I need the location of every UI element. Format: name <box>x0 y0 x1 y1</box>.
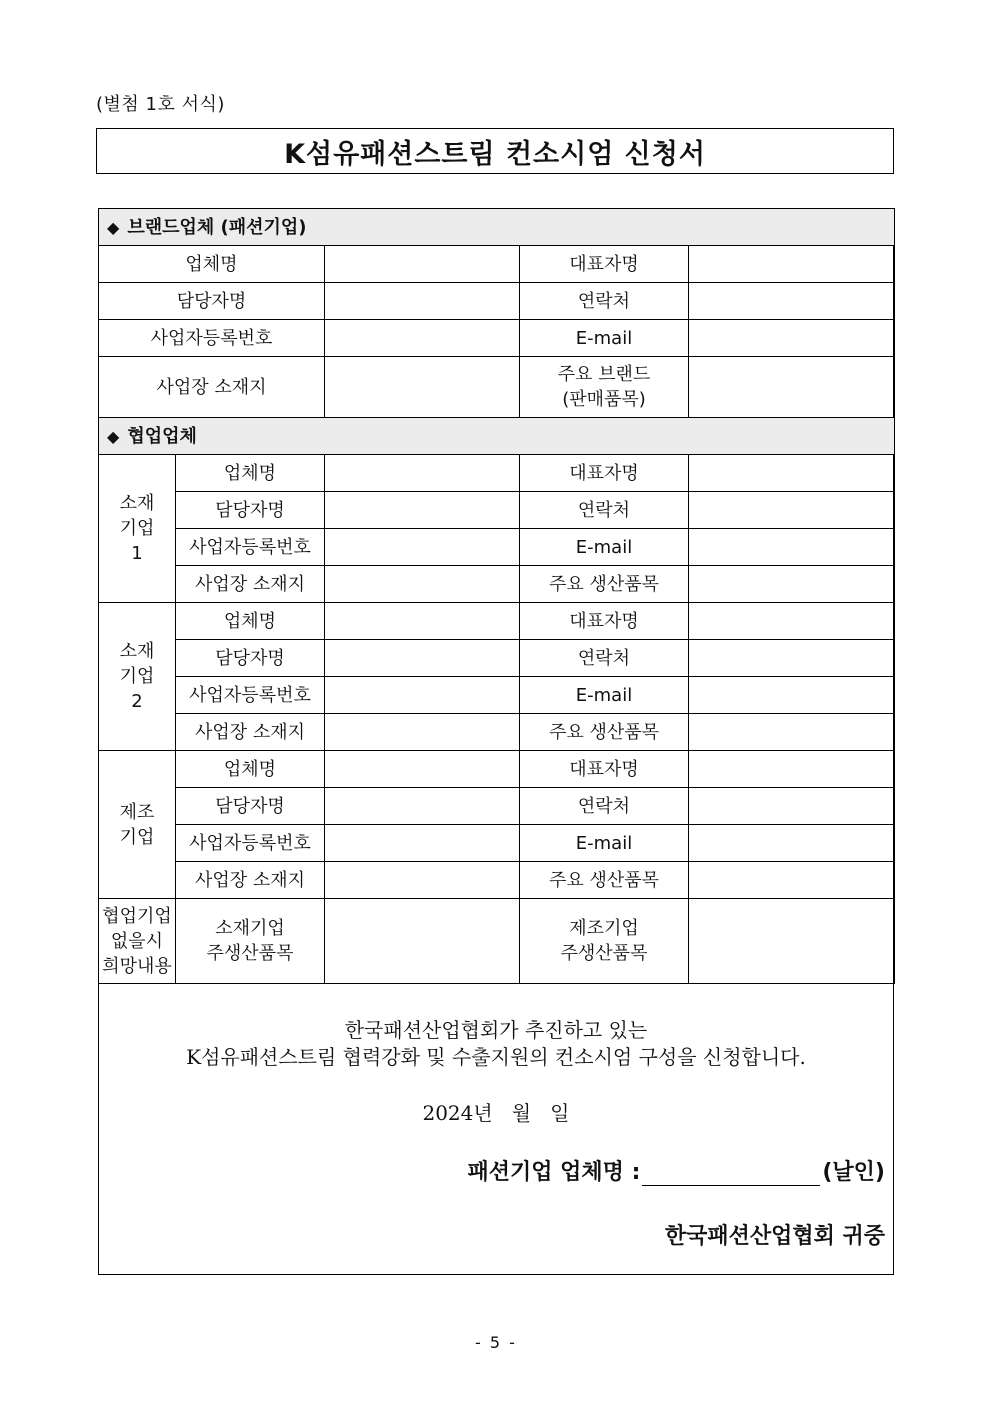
group2-label-line: 기업 <box>119 666 155 687</box>
group2-label-line: 소재 <box>119 641 155 662</box>
diamond-icon: ◆ <box>107 217 120 237</box>
group2-company-field[interactable] <box>325 603 520 640</box>
brand-manager-label: 담당자명 <box>99 283 325 320</box>
wish-manufacturing-field[interactable] <box>689 899 895 984</box>
group2-contact-label: 연락처 <box>520 640 689 677</box>
group1-row <box>99 566 895 603</box>
section-brand-title: 브랜드업체 (패션기업) <box>127 216 307 238</box>
diamond-icon: ◆ <box>107 426 120 446</box>
group3-row <box>99 751 895 788</box>
group1-email-field[interactable] <box>689 529 895 566</box>
form-title <box>96 128 894 174</box>
group1-company-field[interactable] <box>325 455 520 492</box>
group2-row <box>99 603 895 640</box>
group1-address-field[interactable] <box>325 566 520 603</box>
group2-email-label: E-mail <box>520 677 689 714</box>
group3-products-label: 주요 생산품목 <box>520 862 689 899</box>
group3-ceo-label: 대표자명 <box>520 751 689 788</box>
wish-material-line: 주생산품목 <box>206 943 294 964</box>
group1-manager-label: 담당자명 <box>176 492 325 529</box>
brand-company-field[interactable] <box>325 246 520 283</box>
wish-manufacturing-line: 제조기업 <box>569 918 639 939</box>
group3-manager-label: 담당자명 <box>176 788 325 825</box>
group1-regno-label: 사업자등록번호 <box>176 529 325 566</box>
group2-address-label: 사업장 소재지 <box>176 714 325 751</box>
declaration-date: 2024년 월 일 <box>422 1101 570 1125</box>
group2-company-label: 업체명 <box>176 603 325 640</box>
group3-ceo-field[interactable] <box>689 751 895 788</box>
group3-contact-field[interactable] <box>689 788 895 825</box>
wish-manufacturing-label <box>520 899 689 984</box>
brand-main-brand-line1: 주요 브랜드 <box>557 364 651 385</box>
page-number: - 5 - <box>475 1333 517 1352</box>
application-form <box>98 208 894 1275</box>
signature-label: 패션기업 업체명 : <box>467 1160 641 1185</box>
brand-main-brand-label <box>520 357 689 418</box>
brand-row <box>99 357 895 418</box>
signature-company-field[interactable] <box>642 1159 820 1186</box>
group3-address-label: 사업장 소재지 <box>176 862 325 899</box>
brand-email-label: E-mail <box>520 320 689 357</box>
group1-email-label: E-mail <box>520 529 689 566</box>
group2-regno-label: 사업자등록번호 <box>176 677 325 714</box>
group3-row <box>99 862 895 899</box>
group1-label-line: 1 <box>131 543 143 564</box>
wish-manufacturing-line: 주생산품목 <box>560 943 648 964</box>
group1-row <box>99 492 895 529</box>
group1-ceo-field[interactable] <box>689 455 895 492</box>
group1-address-label: 사업장 소재지 <box>176 566 325 603</box>
group3-label <box>99 751 176 899</box>
attachment-label: (별첨 1호 서식) <box>96 94 225 115</box>
group2-label <box>99 603 176 751</box>
group2-products-field[interactable] <box>689 714 895 751</box>
group2-ceo-label: 대표자명 <box>520 603 689 640</box>
group2-label-line: 2 <box>131 691 143 712</box>
group2-manager-label: 담당자명 <box>176 640 325 677</box>
wish-material-label <box>176 899 325 984</box>
group2-row <box>99 714 895 751</box>
group1-row <box>99 455 895 492</box>
brand-manager-field[interactable] <box>325 283 520 320</box>
brand-contact-field[interactable] <box>689 283 895 320</box>
group2-regno-field[interactable] <box>325 677 520 714</box>
group2-contact-field[interactable] <box>689 640 895 677</box>
brand-main-brand-line2: (판매품목) <box>562 389 646 410</box>
group1-ceo-label: 대표자명 <box>520 455 689 492</box>
signature-line <box>467 1155 885 1186</box>
group3-regno-field[interactable] <box>325 825 520 862</box>
group3-email-label: E-mail <box>520 825 689 862</box>
group2-address-field[interactable] <box>325 714 520 751</box>
group2-manager-field[interactable] <box>325 640 520 677</box>
group2-ceo-field[interactable] <box>689 603 895 640</box>
group3-products-field[interactable] <box>689 862 895 899</box>
group1-row <box>99 529 895 566</box>
group2-email-field[interactable] <box>689 677 895 714</box>
wish-header-line: 협업기업 <box>102 905 172 927</box>
form-title-text: K섬유패션스트림 컨소시엄 신청서 <box>284 138 706 170</box>
group1-contact-label: 연락처 <box>520 492 689 529</box>
section-brand-header <box>99 209 895 246</box>
brand-main-brand-field[interactable] <box>689 357 895 418</box>
brand-ceo-field[interactable] <box>689 246 895 283</box>
brand-row <box>99 246 895 283</box>
group1-regno-field[interactable] <box>325 529 520 566</box>
wish-material-line: 소재기업 <box>215 918 285 939</box>
group3-company-label: 업체명 <box>176 751 325 788</box>
group1-products-label: 주요 생산품목 <box>520 566 689 603</box>
brand-row <box>99 320 895 357</box>
group3-contact-label: 연락처 <box>520 788 689 825</box>
wish-header-line: 없을시 <box>110 930 164 952</box>
declaration-line2: K섬유패션스트림 협력강화 및 수출지원의 컨소시엄 구성을 신청합니다. <box>186 1045 806 1069</box>
section-partner-title: 협업업체 <box>127 425 197 447</box>
brand-email-field[interactable] <box>689 320 895 357</box>
wish-header-line: 희망내용 <box>102 955 172 977</box>
brand-row <box>99 283 895 320</box>
declaration-line1: 한국패션산업협회가 추진하고 있는 <box>344 1018 648 1042</box>
group3-regno-label: 사업자등록번호 <box>176 825 325 862</box>
brand-address-field[interactable] <box>325 357 520 418</box>
brand-regno-label: 사업자등록번호 <box>99 320 325 357</box>
brand-ceo-label: 대표자명 <box>520 246 689 283</box>
group1-label-line: 소재 <box>119 493 155 514</box>
group1-contact-field[interactable] <box>689 492 895 529</box>
declaration <box>99 987 893 1274</box>
group1-label-line: 기업 <box>119 518 155 539</box>
seal-label: (날인) <box>822 1160 885 1185</box>
group2-products-label: 주요 생산품목 <box>520 714 689 751</box>
brand-regno-field[interactable] <box>325 320 520 357</box>
group1-label <box>99 455 176 603</box>
wish-material-field[interactable] <box>325 899 520 984</box>
brand-address-label: 사업장 소재지 <box>99 357 325 418</box>
group3-row <box>99 825 895 862</box>
group3-manager-field[interactable] <box>325 788 520 825</box>
group1-products-field[interactable] <box>689 566 895 603</box>
group1-company-label: 업체명 <box>176 455 325 492</box>
group3-email-field[interactable] <box>689 825 895 862</box>
group3-label-line: 제조 <box>119 801 155 823</box>
group3-address-field[interactable] <box>325 862 520 899</box>
group3-company-field[interactable] <box>325 751 520 788</box>
brand-company-label: 업체명 <box>99 246 325 283</box>
wish-header <box>99 899 176 984</box>
application-table <box>98 208 895 984</box>
group2-row <box>99 677 895 714</box>
group2-row <box>99 640 895 677</box>
wish-row <box>99 899 895 984</box>
brand-contact-label: 연락처 <box>520 283 689 320</box>
group1-manager-field[interactable] <box>325 492 520 529</box>
section-partner-header <box>99 418 895 455</box>
group3-row <box>99 788 895 825</box>
recipient: 한국패션산업협회 귀중 <box>664 1223 885 1249</box>
group3-label-line: 기업 <box>119 826 155 848</box>
